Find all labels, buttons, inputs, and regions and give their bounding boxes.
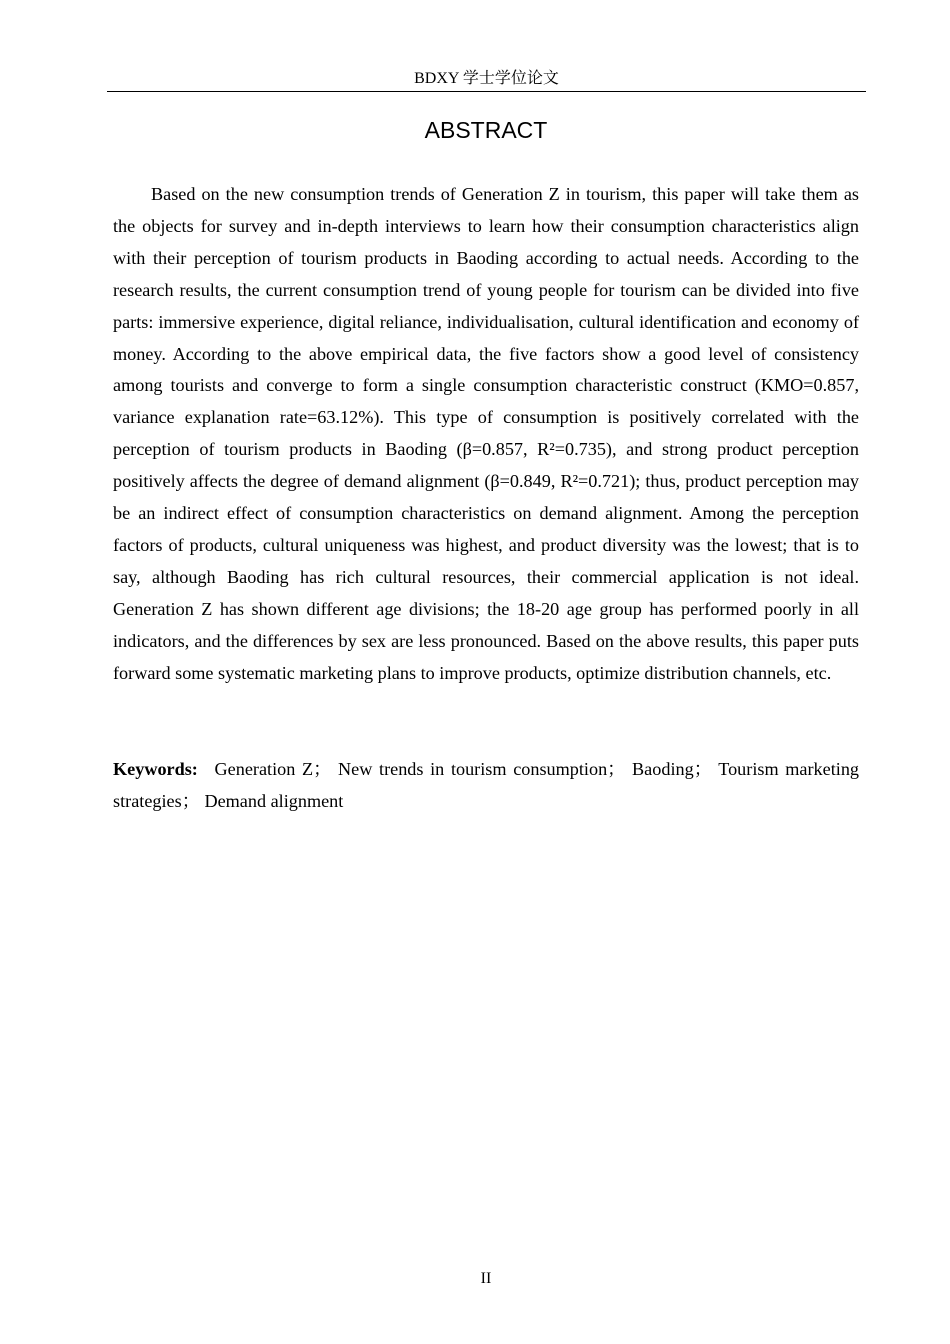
keyword-item: Tourism marketing strategies (113, 759, 860, 811)
keyword-separator: ； (313, 759, 332, 779)
keywords-line (113, 754, 859, 818)
abstract-body: Based on the new consumption trends of Generation Z in tourism, this paper will take them as the objects for survey and in-depth interviews to learn how their consumption characteristics align with their perception of tourism products in Baoding according to actual needs. According to the research results, the current consumption trend of young people for tourism can be divided into five parts: immersive experience, digital reliance, individualisation, cultural identification and economy of money. According to the above empirical data, the five factors show a good level of consistency among tourists and converge to form a single consumption characteristic construct (KMO=0.857, variance explanation rate=63.12%). This type of consumption is positively correlated with the perception of tourism products in Baoding (β=0.857, R²=0.735), and strong product perception positively affects the degree of demand alignment (β=0.849, R²=0.721); thus, product perception may be an indirect effect of consumption characteristics on demand alignment. Among the perception factors of products, cultural uniqueness was highest, and product diversity was the lowest; that is to say, although Baoding has rich cultural resources, their commercial application is not ideal. Generation Z has shown different age divisions; the 18-20 age group has performed poorly in all indicators, and the differences by sex are less pronounced. Based on the above results, this paper puts forward some systematic marketing plans to improve products, optimize distribution channels, etc. (113, 184, 859, 683)
keyword-item: Baoding (632, 759, 694, 779)
keyword-separator: ； (181, 790, 200, 811)
abstract-title: ABSTRACT (424, 117, 548, 143)
keyword-item: New trends in tourism consumption (338, 759, 608, 779)
keyword-item: Generation Z (214, 759, 314, 779)
running-header: BDXY 学士学位论文 (414, 70, 559, 87)
header-rule (107, 91, 866, 92)
keyword-separator: ； (693, 759, 712, 779)
keywords-label: Keywords: (113, 759, 198, 779)
keyword-separator: ； (607, 759, 626, 779)
page-number: II (480, 1270, 492, 1287)
keyword-item: Demand alignment (204, 790, 344, 811)
